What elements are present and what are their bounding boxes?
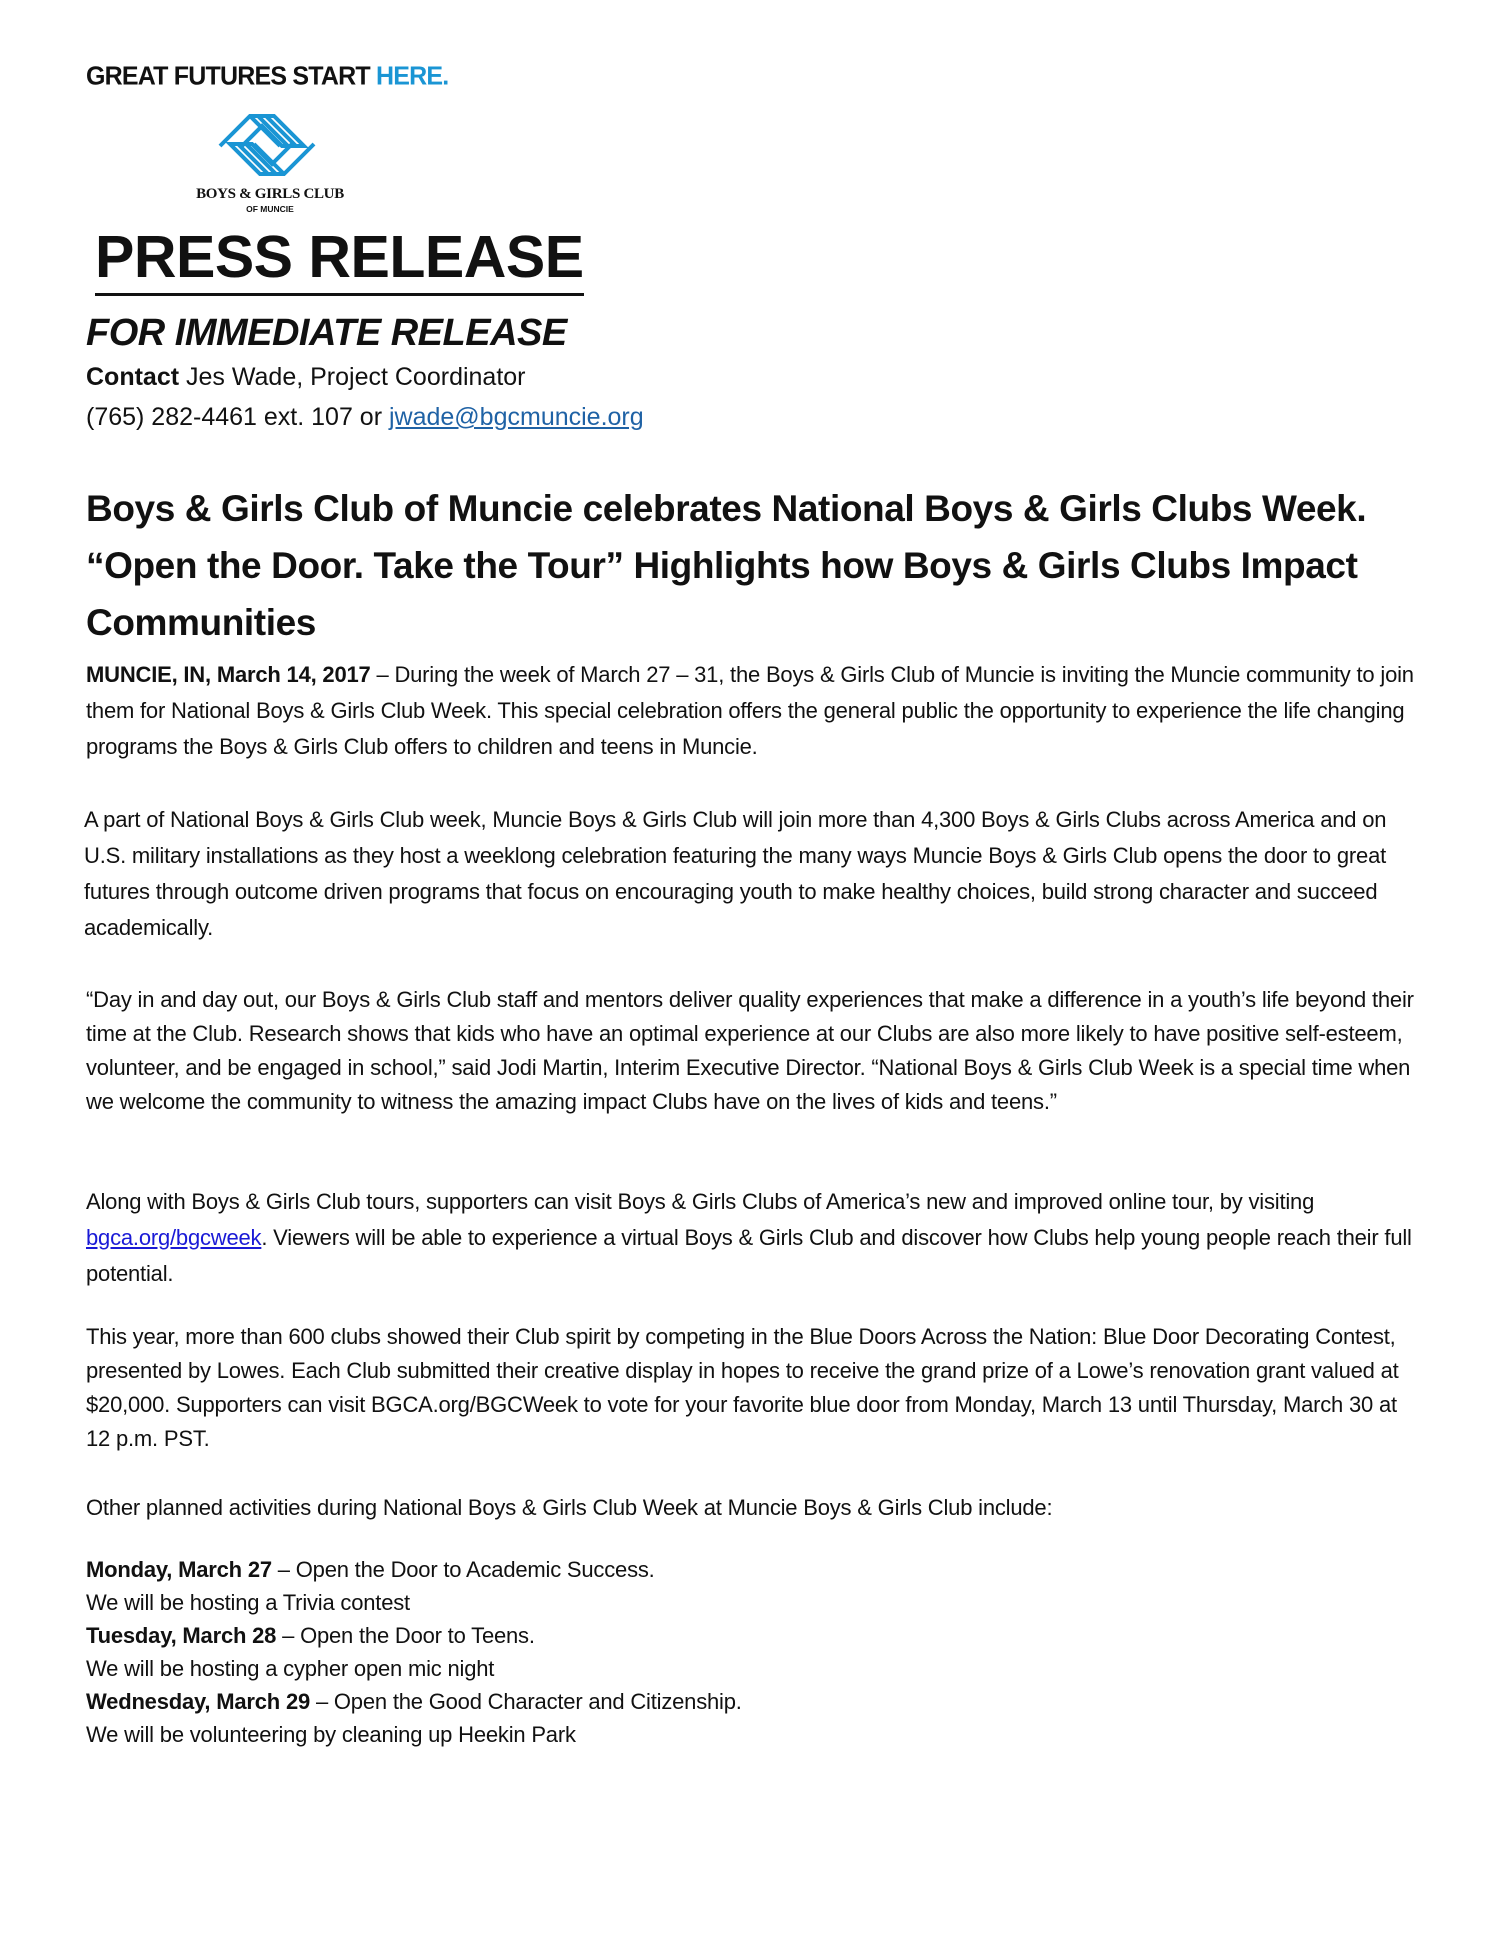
logo-subname: OF MUNCIE — [246, 204, 294, 214]
paragraph-intro — [86, 657, 1426, 765]
schedule-day-line — [86, 1685, 742, 1718]
bgcweek-link[interactable]: bgca.org/bgcweek — [86, 1225, 262, 1250]
paragraph-text: Along with Boys & Girls Club tours, supporters can visit Boys & Girls Clubs of America’s new and improved online tour, by visiting — [86, 1189, 1315, 1214]
schedule-activity: We will be hosting a Trivia contest — [86, 1590, 410, 1615]
email-link[interactable]: jwade@bgcmuncie.org — [388, 403, 644, 431]
paragraph-quote: “Day in and day out, our Boys & Girls Club staff and mentors deliver quality experiences that make a difference in a youth’s life beyond their time at the Club. Research shows that kids who have an optimal experience at our Clubs are also more likely to have positive self-esteem, volunteer, and be engaged in school,” said Jodi Martin, Interim Executive Director. “National Boys & Girls Club Week is a special time when we welcome the community to witness the amazing impact Clubs have on the lives of kids and teens.” — [86, 987, 1414, 1114]
schedule-theme: – Open the Door to Academic Success. — [271, 1557, 655, 1582]
schedule-theme: – Open the Good Character and Citizenship. — [310, 1689, 742, 1714]
schedule-day: Tuesday, March 28 — [86, 1623, 277, 1648]
paragraph-text: . Viewers will be able to experience a virtual Boys & Girls Club and discover how Clubs help young people reach their full potential. — [86, 1225, 1412, 1286]
schedule-activity: We will be hosting a cypher open mic night — [86, 1656, 495, 1681]
contact-value: Jes Wade, Project Coordinator — [179, 363, 526, 391]
headline: Boys & Girls Club of Muncie celebrates National Boys & Girls Clubs Week. “Open the Door. Take the Tour” Highlights how Boys & Girls Clubs Impact Communities — [86, 488, 1367, 643]
activity-schedule — [86, 1553, 742, 1751]
paragraph-online-tour — [86, 1184, 1426, 1292]
schedule-day: Monday, March 27 — [86, 1557, 272, 1582]
schedule-theme: – Open the Door to Teens. — [276, 1623, 535, 1648]
dateline: MUNCIE, IN, March 14, 2017 — [86, 662, 371, 687]
contact-line — [86, 363, 526, 392]
release-subtitle: FOR IMMEDIATE RELEASE — [86, 312, 567, 354]
schedule-activity: We will be volunteering by cleaning up Heekin Park — [86, 1722, 576, 1747]
paragraph-blue-doors: This year, more than 600 clubs showed their Club spirit by competing in the Blue Doors Across the Nation: Blue Door Decorating Contest, presented by Lowes. Each Club submitted their creative display in hopes to receive the grand prize of a Lowe’s renovation grant valued at $20,000. Supporters can visit BGCA.org/BGCWeek to vote for your favorite blue door from Monday, March 13 until Thursday, March 30 at 12 p.m. PST. — [86, 1324, 1399, 1451]
handshake-logo-icon — [212, 108, 322, 184]
press-release-title: PRESS RELEASE — [95, 228, 584, 296]
tagline — [86, 61, 448, 91]
contact-label: Contact — [86, 363, 180, 391]
club-logo — [180, 108, 360, 218]
schedule-day: Wednesday, March 29 — [86, 1689, 311, 1714]
paragraph-national-week: A part of National Boys & Girls Club week, Muncie Boys & Girls Club will join more than 4,300 Boys & Girls Clubs across America and on U.S. military installations as they host a weeklong celebration featuring the many ways Muncie Boys & Girls Club opens the door to great futures through outcome driven programs that focus on encouraging youth to make healthy choices, build strong character and succeed academically. — [84, 807, 1387, 940]
schedule-day-line — [86, 1553, 742, 1586]
logo-name: BOYS & GIRLS CLUB — [196, 186, 344, 202]
schedule-day-line — [86, 1619, 742, 1652]
paragraph-activities-intro: Other planned activities during National Boys & Girls Club Week at Muncie Boys & Girls Club include: — [86, 1495, 1053, 1520]
phone-text: (765) 282-4461 ext. 107 or — [86, 403, 389, 431]
tagline-main: GREAT FUTURES START — [86, 61, 377, 91]
tagline-accent: HERE. — [376, 61, 449, 91]
paragraph-text: – During the week of March 27 – 31, the Boys & Girls Club of Muncie is inviting the Muncie community to join them for National Boys & Girls Club Week. This special celebration offers the general public the opportunity to experience the life changing programs the Boys & Girls Club offers to children and teens in Muncie. — [86, 662, 1414, 759]
phone-line — [86, 403, 644, 432]
